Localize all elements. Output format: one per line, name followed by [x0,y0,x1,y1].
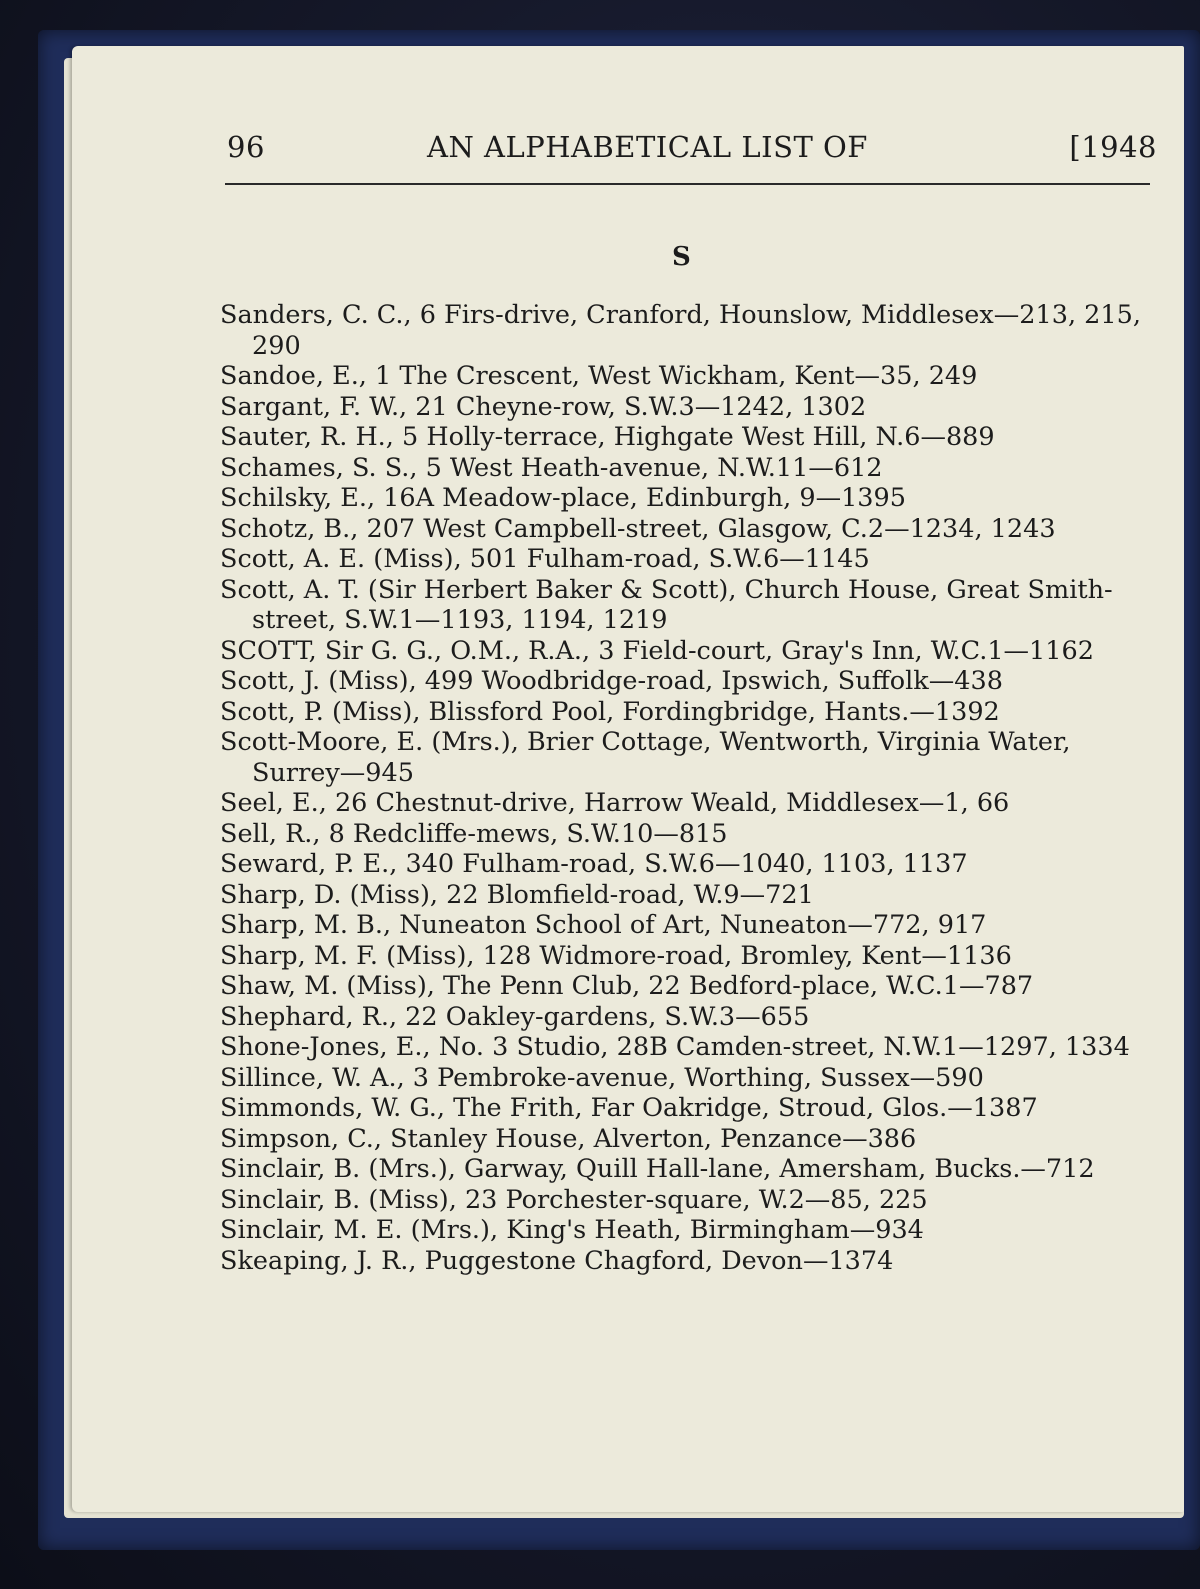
list-item: Sanders, C. C., 6 Firs-drive, Cranford, Hounslow, Middlesex—213, 215, 290 [220,300,1141,361]
list-item: Shephard, R., 22 Oakley-gardens, S.W.3—655 [220,1001,810,1032]
list-item: Shone-Jones, E., No. 3 Studio, 28B Camden-street, N.W.1—1297, 1334 [220,1032,1130,1062]
list-item: Sinclair, B. (Mrs.), Garway, Quill Hall-lane, Amersham, Bucks.—712 [220,1154,1095,1184]
list-item: Shaw, M. (Miss), The Penn Club, 22 Bedford-place, W.C.1—787 [220,971,1034,1001]
list-item: Sauter, R. H., 5 Holly-terrace, Highgate West Hill, N.6—889 [220,422,995,452]
list-item: Simmonds, W. G., The Frith, Far Oakridge, Stroud, Glos.—1387 [220,1093,1038,1123]
list-item: Scott, A. T. (Sir Herbert Baker & Scott), Church House, Great Smith-street, S.W.1—1193, 1194, 1219 [220,574,1113,635]
list-item: Simpson, C., Stanley House, Alverton, Penzance—386 [220,1123,917,1154]
list-item: Scott-Moore, E. (Mrs.), Brier Cottage, Wentworth, Virginia Water, Surrey—945 [220,727,1071,788]
list-item: Schotz, B., 207 West Campbell-street, Glasgow, C.2—1234, 1243 [220,513,1056,544]
list-item: Seward, P. E., 340 Fulham-road, S.W.6—1040, 1103, 1137 [220,849,968,879]
list-item: Sharp, D. (Miss), 22 Blomfield-road, W.9—721 [220,879,814,910]
list-item: Sharp, M. B., Nuneaton School of Art, Nuneaton—772, 917 [220,910,987,940]
list-item: Scott, A. E. (Miss), 501 Fulham-road, S.W.6—1145 [220,544,870,574]
page-number: 96 [227,130,265,164]
section-letter: S [672,242,691,272]
list-item: Scott, J. (Miss), 499 Woodbridge-road, Ipswich, Suffolk—438 [220,666,1003,696]
list-item: Sinclair, M. E. (Mrs.), King's Heath, Birmingham—934 [220,1215,924,1245]
list-item: Sillince, W. A., 3 Pembroke-avenue, Worthing, Sussex—590 [220,1062,984,1093]
list-item: SCOTT, Sir G. G., O.M., R.A., 3 Field-court, Gray's Inn, W.C.1—1162 [220,635,1094,666]
year-label: [1948 [1069,130,1157,164]
list-item: Sandoe, E., 1 The Crescent, West Wickham, Kent—35, 249 [220,361,978,391]
list-item: Sharp, M. F. (Miss), 128 Widmore-road, Bromley, Kent—1136 [220,940,1012,971]
book-page [72,46,1184,1512]
list-item: Schilsky, E., 16A Meadow-place, Edinburgh, 9—1395 [220,483,906,513]
list-item: Sargant, F. W., 21 Cheyne-row, S.W.3—1242, 1302 [220,391,867,422]
list-item: Sinclair, B. (Miss), 23 Porchester-square, W.2—85, 225 [220,1184,928,1215]
running-title: AN ALPHABETICAL LIST OF [427,130,868,164]
list-item: Sell, R., 8 Redcliffe-mews, S.W.10—815 [220,818,728,849]
entry-list [220,300,1155,1276]
list-item: Seel, E., 26 Chestnut-drive, Harrow Weald, Middlesex—1, 66 [220,788,1010,818]
list-item: Schames, S. S., 5 West Heath-avenue, N.W.11—612 [220,452,883,483]
page-header [227,130,1157,170]
list-item: Scott, P. (Miss), Blissford Pool, Fordingbridge, Hants.—1392 [220,696,1000,727]
list-item: Skeaping, J. R., Puggestone Chagford, Devon—1374 [220,1245,894,1276]
header-rule [225,183,1150,185]
